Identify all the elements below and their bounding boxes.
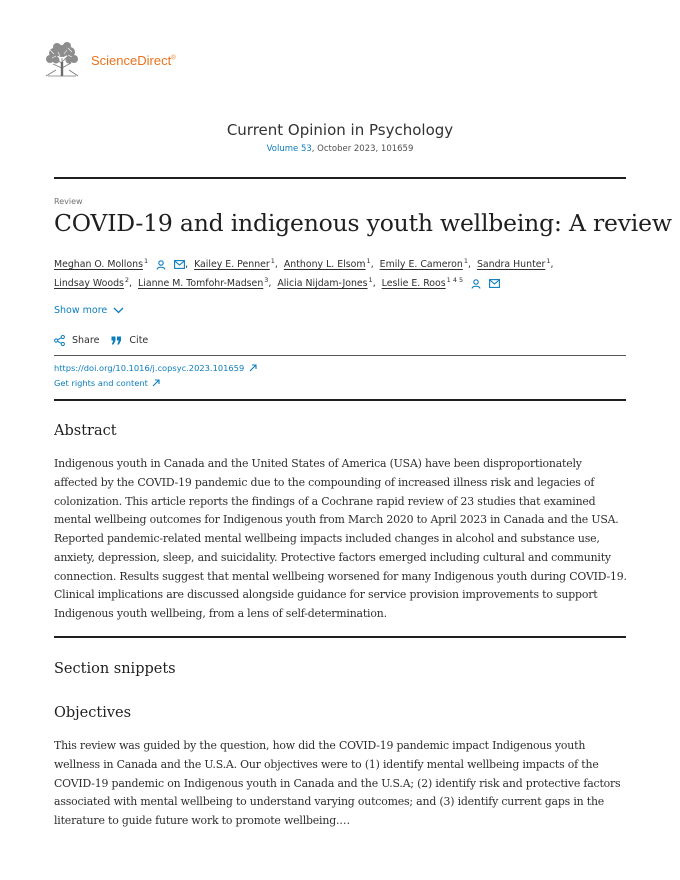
affiliation-ref[interactable]: 3 bbox=[264, 276, 269, 284]
author-link[interactable]: Lindsay Woods bbox=[54, 278, 124, 290]
author-link[interactable]: Emily E. Cameron bbox=[379, 259, 463, 271]
abstract-top-divider bbox=[54, 399, 626, 401]
share-label: Share bbox=[72, 335, 100, 346]
person-icon[interactable] bbox=[471, 279, 481, 289]
affiliation-ref[interactable]: 1 bbox=[546, 257, 551, 265]
author-list-line-1: Meghan O. Mollons$^1$ , Kailey E. Penner$^1$, Anthony L. Elsom$^1$, Emily E. Cameron$^1$, Sandra Hunter$^1$, bbox=[54, 257, 554, 271]
cite-label: Cite bbox=[129, 335, 149, 346]
article-type: Review bbox=[54, 197, 83, 206]
actions-divider bbox=[54, 355, 626, 356]
journal-meta bbox=[0, 144, 680, 154]
show-more-button[interactable] bbox=[54, 305, 124, 316]
share-button[interactable] bbox=[54, 335, 99, 346]
cite-button[interactable] bbox=[111, 335, 148, 346]
elsevier-tree-logo bbox=[42, 42, 82, 78]
objectives-snippet: This review was guided by the question, how did the COVID-19 pandemic impact Indigenous youth wellness in Canada and the U.S.A. Our objectives were to (1) identify mental wellbeing impacts of the COVID-19 pandemic on Indigenous youth in Canada and the U.S.A; (2) identify risk and protective factors associated with mental wellbeing to understand varying outcomes; and (3) identify current gaps in the literature to guide future work to promote wellbeing.… bbox=[54, 739, 621, 827]
header-divider bbox=[54, 177, 626, 179]
author-link[interactable]: Kailey E. Penner bbox=[194, 259, 270, 271]
show-more-label: Show more bbox=[54, 305, 108, 316]
article-title: COVID-19 and indigenous youth wellbeing: A review bbox=[54, 209, 672, 237]
article-actions bbox=[54, 335, 148, 346]
doi-text: https://doi.org/10.1016/j.copsyc.2023.101659 bbox=[54, 363, 245, 373]
rights-text: Get rights and content bbox=[54, 378, 148, 388]
author-list-line-2: Lindsay Woods$^2$, Lianne M. Tomfohr-Madsen$^3$, Alicia Nijdam-Jones$^1$, Leslie E. Roos$^{1 4 5}$ bbox=[54, 276, 500, 289]
affiliation-ref[interactable]: 1 bbox=[366, 257, 371, 265]
author-link[interactable]: Alicia Nijdam-Jones bbox=[277, 278, 368, 290]
abstract-bottom-divider bbox=[54, 636, 626, 638]
sciencedirect-wordmark: ScienceDirect® bbox=[91, 52, 176, 68]
affiliation-ref[interactable]: 1 bbox=[143, 257, 149, 265]
chevron-down-icon bbox=[113, 307, 124, 314]
abstract-text: Indigenous youth in Canada and the United States of America (USA) have been disproportionately affected by the COVID-19 pandemic due to the compounding of increased illness risk and legacies of colonization. This article reports the findings of a Cochrane rapid review of 23 studies that examined mental wellbeing outcomes for Indigenous youth from March 2020 to April 2023 in Canada and the USA. Reported pandemic-related mental wellbeing impacts included changes in alcohol and substance use, anxiety, depression, sleep, and suicidality. Protective factors emerged including cultural and community connection. Results suggest that mental wellbeing worsened for many Indigenous youth during COVID-19. Clinical implications are discussed alongside guidance for service provision improvements to support Indigenous youth wellbeing, from a lens of self-determination. bbox=[54, 457, 627, 620]
sciencedirect-logo[interactable] bbox=[42, 42, 176, 78]
author-link[interactable]: Lianne M. Tomfohr-Madsen bbox=[138, 278, 264, 290]
journal-title[interactable]: Current Opinion in Psychology bbox=[226, 121, 454, 139]
share-icon bbox=[54, 335, 65, 346]
issue-date: , October 2023, 101659 bbox=[311, 144, 414, 154]
cite-icon bbox=[111, 336, 122, 345]
external-link-icon bbox=[249, 364, 257, 372]
affiliation-ref[interactable]: 1 bbox=[463, 257, 468, 265]
affiliation-ref[interactable]: 2 bbox=[124, 276, 130, 284]
author-link[interactable]: Sandra Hunter bbox=[476, 259, 546, 271]
affiliation-ref[interactable]: 1 bbox=[270, 257, 275, 265]
external-link-icon bbox=[152, 379, 160, 387]
author-link[interactable]: Meghan O. Mollons bbox=[54, 259, 143, 271]
email-icon[interactable] bbox=[489, 279, 500, 288]
abstract-heading: Abstract bbox=[54, 423, 117, 439]
affiliation-ref[interactable]: 1 bbox=[368, 276, 373, 284]
author-link[interactable]: Anthony L. Elsom bbox=[283, 259, 366, 271]
volume-link[interactable]: Volume 53 bbox=[266, 144, 312, 154]
objectives-heading[interactable]: Objectives bbox=[54, 705, 132, 721]
affiliation-ref[interactable]: 1 4 5 bbox=[446, 276, 464, 284]
doi-link[interactable] bbox=[54, 363, 257, 373]
section-snippets-heading: Section snippets bbox=[54, 661, 176, 677]
author-link[interactable]: Leslie E. Roos bbox=[381, 278, 446, 290]
email-icon[interactable] bbox=[174, 260, 185, 269]
rights-link[interactable] bbox=[54, 378, 160, 388]
person-icon[interactable] bbox=[156, 260, 166, 270]
